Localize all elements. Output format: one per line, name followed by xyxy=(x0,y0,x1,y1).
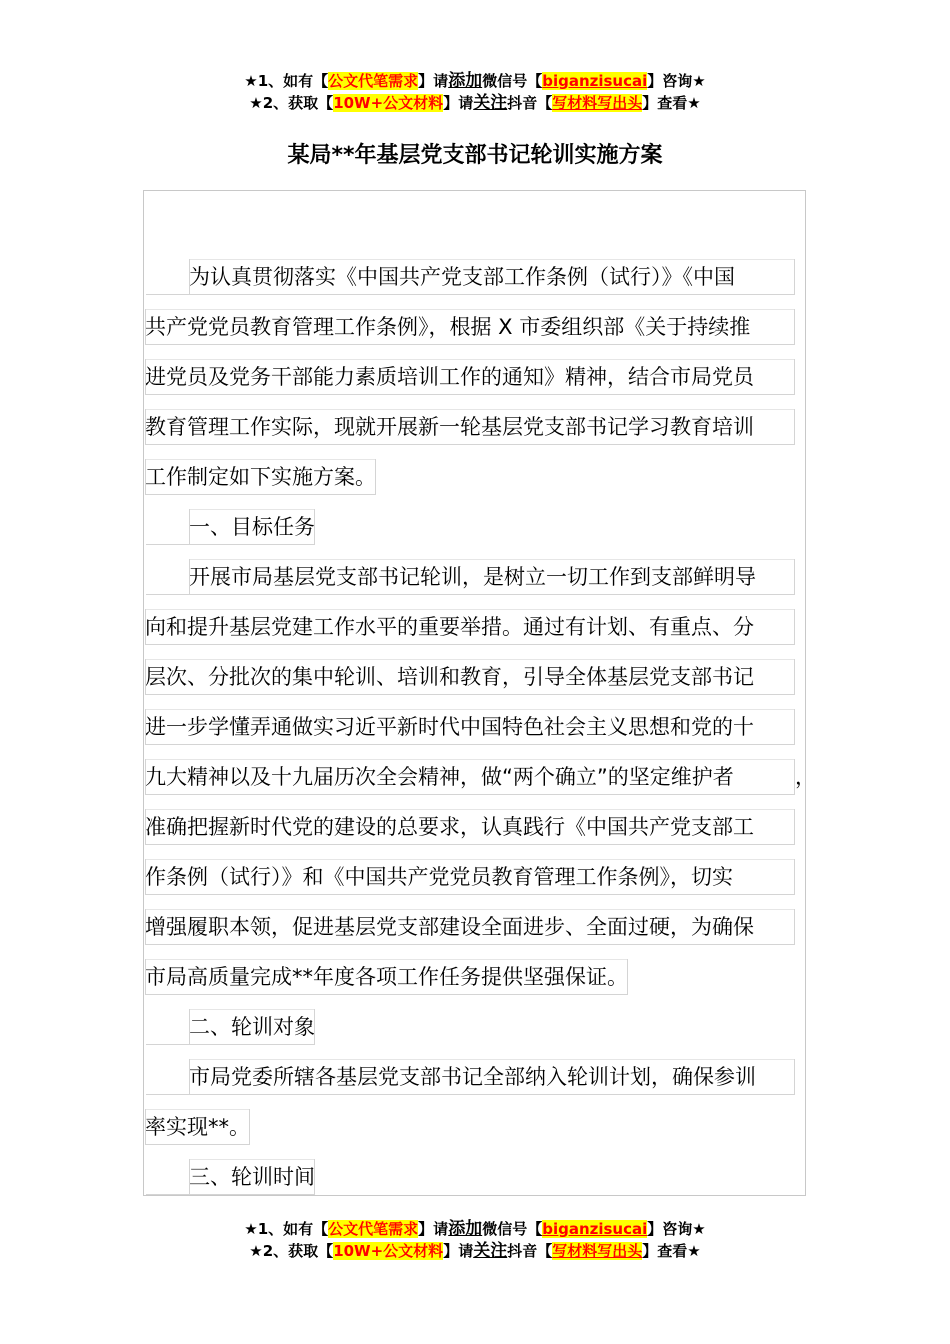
douyin-account-link[interactable]: 写材料写出头 xyxy=(552,1242,643,1260)
ad-line-1 xyxy=(0,70,950,92)
heading-targets xyxy=(145,1002,795,1052)
text-line xyxy=(145,1052,795,1102)
wechat-id-link[interactable]: biganzisucai xyxy=(542,72,648,90)
text-line xyxy=(145,702,795,752)
document-body xyxy=(145,252,816,1202)
line-text: 市局党委所辖各基层党支部书记全部纳入轮训计划，确保参训 xyxy=(189,1065,756,1089)
text-line xyxy=(145,252,795,302)
star-icon: ★ xyxy=(692,72,706,90)
heading-text: 三、轮训时间 xyxy=(189,1165,315,1189)
ad-text: 微信号【 xyxy=(482,1220,543,1238)
line-text: 层次、分批次的集中轮训、培训和教育，引导全体基层党支部书记 xyxy=(145,665,754,689)
line-text: 率实现**。 xyxy=(145,1115,250,1139)
text-line xyxy=(145,452,376,502)
line-text: 为认真贯彻落实《中国共产党支部工作条例（试行）》《中国 xyxy=(189,265,735,289)
text-line xyxy=(145,952,628,1002)
text-line xyxy=(145,302,795,352)
text-line xyxy=(145,902,795,952)
text-line xyxy=(145,652,795,702)
ad-text: 抖音【 xyxy=(507,1242,553,1260)
line-text: 九大精神以及十九届历次全会精神，做“两个确立”的坚定维护者 xyxy=(145,765,734,789)
line-text: 准确把握新时代党的建设的总要求，认真践行《中国共产党支部工 xyxy=(145,815,754,839)
line-text: 增强履职本领，促进基层党支部建设全面进步、全面过硬，为确保 xyxy=(145,915,754,939)
line-text: 开展市局基层党支部书记轮训，是树立一切工作到支部鲜明导 xyxy=(189,565,756,589)
ad-highlight: 公文代笔需求 xyxy=(328,72,419,90)
line-text: 共产党党员教育管理工作条例》，根据 X 市委组织部《关于持续推 xyxy=(145,315,751,339)
line-text: 进党员及党务干部能力素质培训工作的通知》精神，结合市局党员 xyxy=(145,365,754,389)
star-icon: ★ xyxy=(249,1242,263,1260)
ad-text: 微信号【 xyxy=(482,72,543,90)
section-heading xyxy=(145,1002,315,1052)
ad-text: 1、如有【 xyxy=(257,1220,329,1238)
star-icon: ★ xyxy=(249,94,263,112)
ad-emphasis: 关注 xyxy=(473,1241,508,1261)
line-text: 向和提升基层党建工作水平的重要举措。通过有计划、有重点、分 xyxy=(145,615,754,639)
text-line xyxy=(145,552,795,602)
heading-text: 二、轮训对象 xyxy=(189,1015,315,1039)
ad-emphasis: 关注 xyxy=(473,93,508,113)
ad-text: 】咨询 xyxy=(647,72,693,90)
document-title: 某局**年基层党支部书记轮训实施方案 xyxy=(287,143,663,168)
ad-highlight: 10W+公文材料 xyxy=(333,94,444,112)
ad-line-2 xyxy=(0,92,950,114)
ad-text: 】请 xyxy=(443,1242,474,1260)
text-line xyxy=(145,352,795,402)
ad-text: 】请 xyxy=(418,1220,449,1238)
ad-highlight: 公文代笔需求 xyxy=(328,1220,419,1238)
line-text: 作条例（试行）》和《中国共产党党员教育管理工作条例》，切实 xyxy=(145,865,733,889)
ad-text: 2、获取【 xyxy=(262,1242,334,1260)
ad-text: 】查看 xyxy=(642,1242,688,1260)
star-icon: ★ xyxy=(687,94,701,112)
heading-goals xyxy=(145,502,795,552)
text-line xyxy=(145,602,795,652)
text-line xyxy=(145,752,816,802)
bottom-ad-banner xyxy=(0,1218,950,1262)
line-text: 教育管理工作实际，现就开展新一轮基层党支部书记学习教育培训 xyxy=(145,415,754,439)
overflow-punctuation: ， xyxy=(795,765,816,789)
douyin-account-link[interactable]: 写材料写出头 xyxy=(552,94,643,112)
ad-text: 2、获取【 xyxy=(262,94,334,112)
ad-text: 】咨询 xyxy=(647,1220,693,1238)
ad-text: 】查看 xyxy=(642,94,688,112)
section-heading xyxy=(145,502,315,552)
heading-time xyxy=(145,1152,795,1202)
ad-text: 】请 xyxy=(443,94,474,112)
ad-text: 】请 xyxy=(418,72,449,90)
star-icon: ★ xyxy=(687,1242,701,1260)
paragraph-intro xyxy=(145,252,795,502)
text-line xyxy=(145,802,795,852)
line-text: 进一步学懂弄通做实习近平新时代中国特色社会主义思想和党的十 xyxy=(145,715,754,739)
ad-text: 抖音【 xyxy=(507,94,553,112)
wechat-id-link[interactable]: biganzisucai xyxy=(542,1220,648,1238)
line-text: 工作制定如下实施方案。 xyxy=(145,465,376,489)
line-text: 市局高质量完成**年度各项工作任务提供坚强保证。 xyxy=(145,965,628,989)
ad-line-2 xyxy=(0,1240,950,1262)
top-ad-banner xyxy=(0,70,950,114)
ad-emphasis: 添加 xyxy=(448,71,483,91)
ad-line-1 xyxy=(0,1218,950,1240)
text-line xyxy=(145,402,795,452)
ad-highlight: 10W+公文材料 xyxy=(333,1242,444,1260)
ad-emphasis: 添加 xyxy=(448,1219,483,1239)
star-icon: ★ xyxy=(244,1220,258,1238)
star-icon: ★ xyxy=(692,1220,706,1238)
section-heading xyxy=(145,1152,315,1202)
text-line xyxy=(145,1102,250,1152)
text-line xyxy=(145,852,795,902)
ad-text: 1、如有【 xyxy=(257,72,329,90)
star-icon: ★ xyxy=(244,72,258,90)
heading-text: 一、目标任务 xyxy=(189,515,315,539)
paragraph-targets xyxy=(145,1052,795,1152)
paragraph-goals xyxy=(145,552,816,1002)
